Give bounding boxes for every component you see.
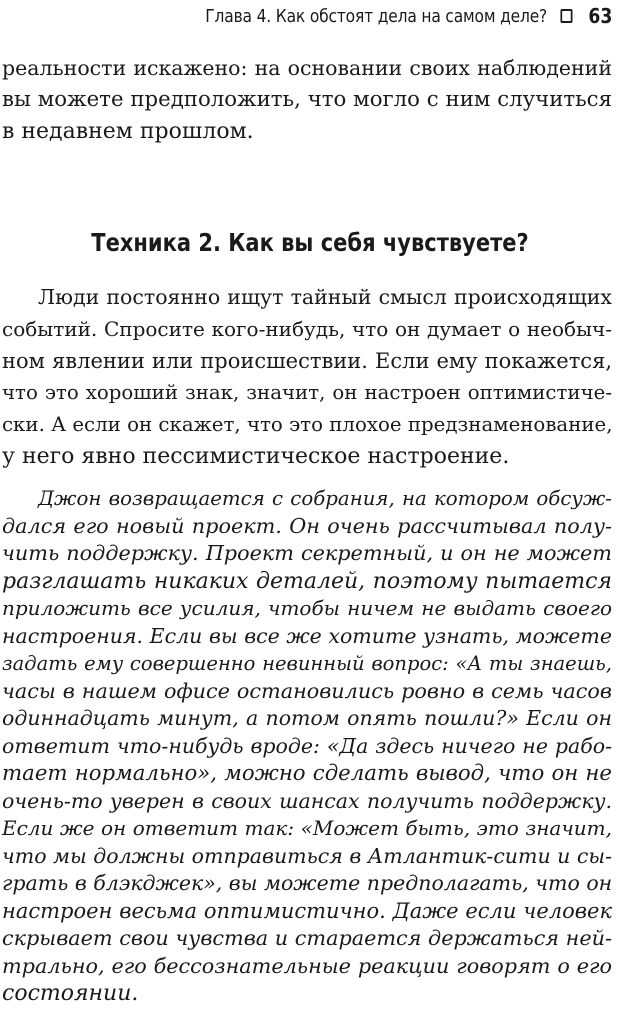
example-line: дался его новый проект. Он очень рассчитывал полу- bbox=[2, 513, 612, 538]
example-line: Джон возвращается с собрания, на котором обсуж- bbox=[38, 487, 612, 510]
square-bullet-icon bbox=[561, 9, 573, 23]
body-line: ном явлении или происшествии. Если ему покажется, bbox=[2, 349, 612, 373]
body-line: у него явно пессимистическое настроение. bbox=[2, 444, 510, 469]
example-line: часы в нашем офисе остановились ровно в семь часов bbox=[2, 678, 612, 703]
example-line: скрывает свои чувства и старается держаться ней- bbox=[2, 926, 612, 950]
example-line: ответит что-нибудь вроде: «Да здесь ничего не рабо- bbox=[2, 733, 612, 758]
chapter-title: Глава 4. Как обстоят дела на самом деле? bbox=[204, 5, 547, 27]
running-header bbox=[205, 2, 612, 30]
example-line: грать в блэкджек», вы можете предполагать, что он bbox=[2, 871, 613, 895]
example-line: что мы должны отправиться в Атлантик-сити и сы- bbox=[2, 843, 612, 868]
example-line: настроен весьма оптимистично. Даже если человек bbox=[2, 898, 612, 923]
intro-line: вы можете предположить, что могло с ним случиться bbox=[2, 87, 612, 112]
intro-line: реальности искажено: на основании своих наблюдений bbox=[2, 56, 612, 80]
example-line: чить поддержку. Проект секретный, и он не может bbox=[2, 541, 612, 565]
example-line: тает нормально», можно сделать вывод, что он не bbox=[2, 761, 612, 786]
body-line: ски. А если он скажет, что это плохое предзнаменование, bbox=[2, 413, 613, 436]
example-line: приложить все усилия, чтобы ничем не выдать своего bbox=[2, 596, 612, 620]
body-line: событий. Спросите кого-нибудь, что он думает о необыч- bbox=[2, 317, 612, 341]
body-line: Люди постоянно ищут тайный смысл происходящих bbox=[38, 285, 612, 309]
intro-line: в недавнем прошлом. bbox=[2, 119, 254, 144]
example-line: разглашать никаких деталей, поэтому пытается bbox=[2, 568, 612, 594]
example-line: настроения. Если вы все же хотите узнать, можете bbox=[2, 623, 612, 648]
example-line: одиннадцать минут, а потом опять пошли?» Если он bbox=[2, 706, 612, 730]
example-line: очень-то уверен в своих шансах получить поддержку. bbox=[2, 788, 612, 813]
example-line: трально, его бессознательные реакции говорят о его bbox=[2, 953, 612, 978]
example-line: состоянии. bbox=[2, 981, 139, 1006]
body-line: что это хороший знак, значит, он настроен оптимистиче- bbox=[2, 381, 612, 404]
page-number: 63 bbox=[588, 4, 612, 28]
section-heading: Техника 2. Как вы себя чувствуете? bbox=[91, 228, 529, 257]
example-line: Если же он ответит так: «Может быть, это значит, bbox=[2, 816, 612, 840]
example-line: задать ему совершенно невинный вопрос: «А ты знаешь, bbox=[2, 652, 612, 675]
